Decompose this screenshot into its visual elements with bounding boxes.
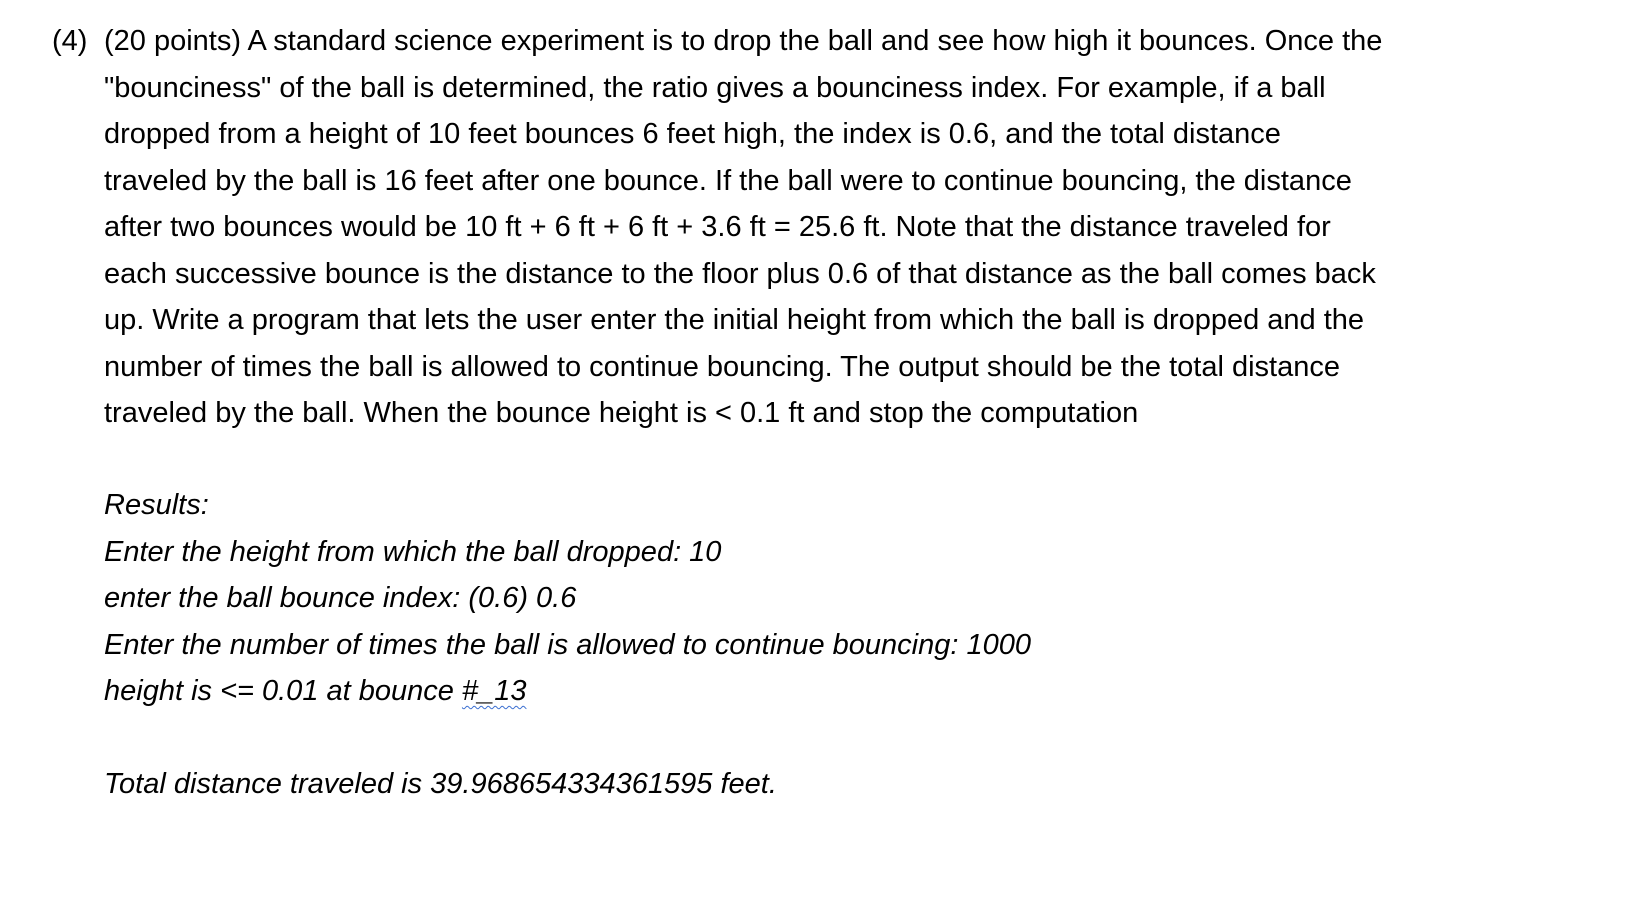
question-line: after two bounces would be 10 ft + 6 ft + 6 ft + 3.6 ft = 25.6 ft. Note that the distance traveled for <box>104 211 1331 243</box>
question-line: number of times the ball is allowed to continue bouncing. The output should be the total distance <box>104 350 1340 383</box>
results-block <box>104 482 1304 808</box>
bounces-prompt-line: Enter the number of times the ball is allowed to continue bouncing: 1000 <box>104 628 1031 661</box>
height-check-text: height is <= 0.01 at bounce <box>104 675 462 707</box>
spellcheck-marked-text: #_13 <box>461 675 527 707</box>
question-number: (4) <box>52 25 88 57</box>
index-prompt-line: enter the ball bounce index: (0.6) 0.6 <box>104 582 577 614</box>
height-check-line <box>104 668 1304 715</box>
results-heading: Results: <box>104 489 209 521</box>
question-line: traveled by the ball. When the bounce height is < 0.1 ft and stop the computation <box>104 397 1139 429</box>
question-text <box>104 18 1544 437</box>
question-line: "bounciness" of the ball is determined, the ratio gives a bounciness index. For example, if a ball <box>104 71 1326 104</box>
question-line: dropped from a height of 10 feet bounces 6 feet high, the index is 0.6, and the total distance <box>104 118 1281 150</box>
blank-line <box>104 715 1304 762</box>
question-line: up. Write a program that lets the user enter the initial height from which the ball is dropped and the <box>104 304 1365 336</box>
question-line: (20 points) A standard science experiment is to drop the ball and see how high it bounces. Once the <box>104 25 1383 57</box>
total-distance-line: Total distance traveled is 39.968654334361595 feet. <box>104 768 777 800</box>
question-line: each successive bounce is the distance to the floor plus 0.6 of that distance as the ball comes back <box>104 257 1376 290</box>
height-prompt-line: Enter the height from which the ball dropped: 10 <box>104 535 722 568</box>
question-line: traveled by the ball is 16 feet after one bounce. If the ball were to continue bouncing, the distance <box>104 164 1352 197</box>
